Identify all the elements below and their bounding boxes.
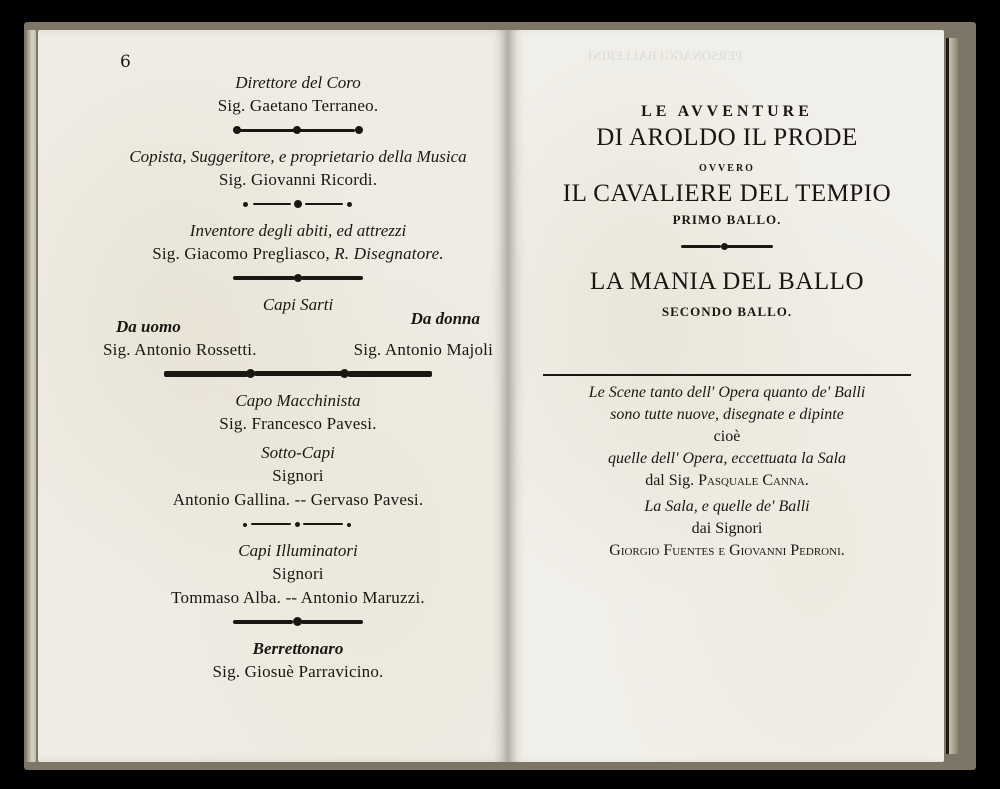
person-name-text: Sig. Giacomo Pregliasco, <box>152 244 335 263</box>
section-heading: Capi Sarti <box>262 295 334 314</box>
intro-text: Signori <box>272 564 324 583</box>
credits-line: Le Scene tanto dell' Opera quanto de' Balli <box>588 384 866 401</box>
capi-sarti-men <box>108 316 181 338</box>
first-ballet-line3: IL CAVALIERE DEL TEMPIO <box>562 180 892 207</box>
scenery-credits <box>532 382 922 562</box>
second-ballet-title: LA MANIA DEL BALLO <box>589 268 865 295</box>
first-ballet-line1: LE AVVENTURE <box>641 103 813 120</box>
horizontal-rule <box>543 374 911 376</box>
role-label: Berrettonaro <box>252 639 344 658</box>
role-label: Direttore del Coro <box>235 73 361 92</box>
person-name: Sig. Giosuè Parravicino. <box>212 662 384 681</box>
first-ballet-connector: OVVERO <box>699 163 755 174</box>
credits-line: dai Signori <box>691 520 763 537</box>
column-label: Da donna <box>410 309 480 328</box>
ballet-titles <box>532 30 922 562</box>
credits-prefix: dal Sig. <box>645 472 699 489</box>
ornament-divider <box>233 616 363 630</box>
person-name: Sig. Antonio Rossetti. <box>103 340 257 359</box>
first-ballet-label: PRIMO BALLO. <box>672 212 782 227</box>
role-label: Capi Illuminatori <box>238 541 358 560</box>
ornament-divider <box>243 198 353 212</box>
left-page <box>38 30 514 762</box>
ornament-divider <box>233 272 363 286</box>
person-name: Sig. Francesco Pavesi. <box>219 414 377 433</box>
person-name: Sig. Antonio Majoli <box>353 340 493 359</box>
artist-name: Pasquale Canna. <box>698 472 809 489</box>
open-booklet <box>24 22 976 770</box>
ornament-divider <box>681 240 773 254</box>
credits-line: quelle dell' Opera, eccettuata la Sala <box>607 450 847 467</box>
person-name: Sig. Giovanni Ricordi. <box>218 170 378 189</box>
first-ballet-line2: DI AROLDO IL PRODE <box>596 124 858 151</box>
artist-names: Giorgio Fuentes e Giovanni Pedroni. <box>609 542 845 559</box>
ornament-divider <box>164 368 432 382</box>
person-names: Antonio Gallina. -- Gervaso Pavesi. <box>172 490 424 509</box>
credits-line: sono tutte nuove, disegnate e dipinte <box>610 406 844 423</box>
ornament-divider <box>233 124 363 138</box>
column-label: Da uomo <box>116 317 181 336</box>
person-title: R. Disegnatore. <box>334 244 444 263</box>
capi-sarti-women <box>410 309 488 338</box>
credits-line <box>532 470 922 492</box>
show-through-text: PERSONAGGI BALLERINI <box>588 48 743 63</box>
second-ballet-label: SECONDO BALLO. <box>661 304 793 319</box>
person-name <box>98 242 498 266</box>
person-names: Tommaso Alba. -- Antonio Maruzzi. <box>171 588 425 607</box>
capi-sarti-names <box>103 338 493 362</box>
ornament-divider <box>243 518 353 532</box>
role-label: Inventore degli abiti, ed attrezzi <box>189 221 407 240</box>
capi-sarti-columns <box>108 309 488 338</box>
intro-text: Signori <box>272 466 324 485</box>
credits-line: La Sala, e quelle de' Balli <box>644 498 810 515</box>
role-label: Sotto-Capi <box>261 443 335 462</box>
role-label: Capo Macchinista <box>235 391 361 410</box>
credits-line: cioè <box>713 428 741 445</box>
person-name: Sig. Gaetano Terraneo. <box>217 96 379 115</box>
credits-list <box>98 72 498 684</box>
role-label: Copista, Suggeritore, e proprietario della Musica <box>129 147 467 166</box>
right-page <box>508 30 944 762</box>
page-number: 6 <box>120 52 131 72</box>
